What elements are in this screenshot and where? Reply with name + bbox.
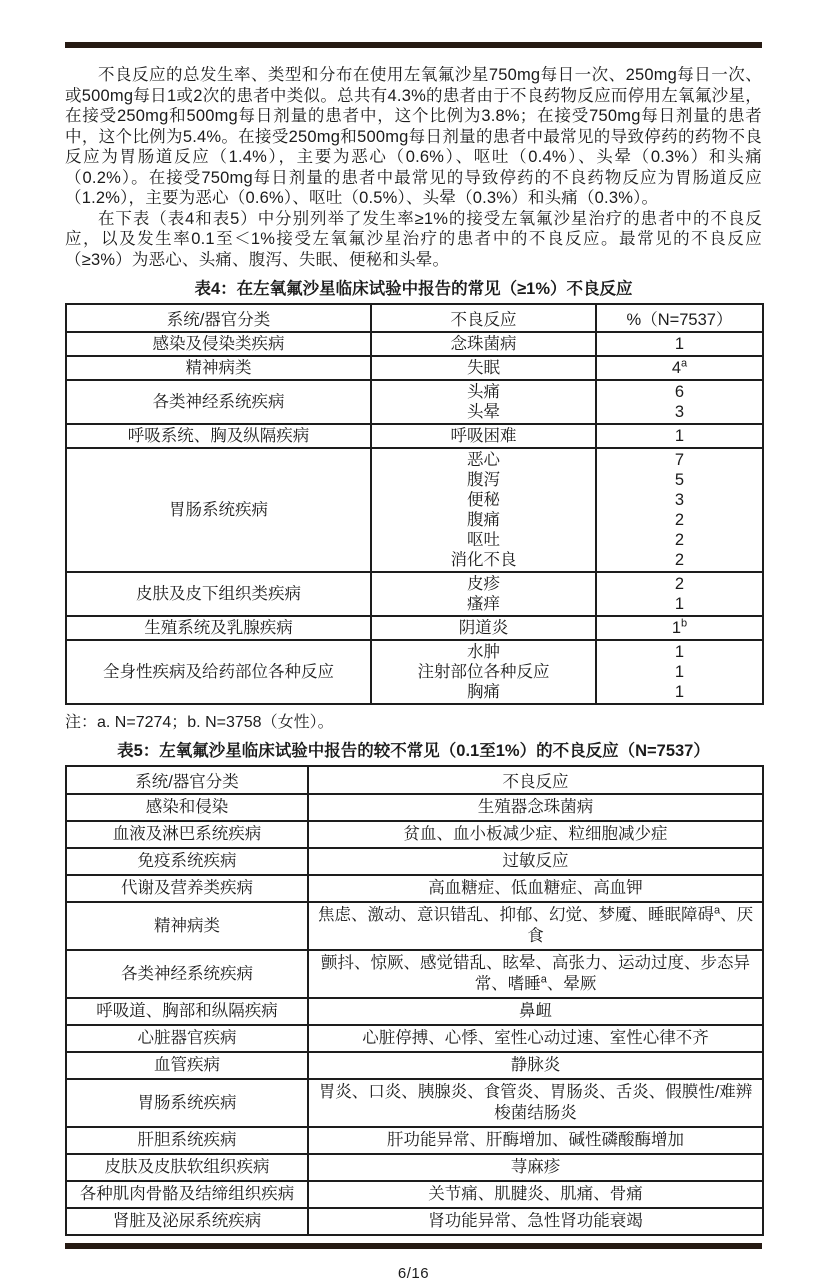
footnote-superscript: a [540,973,547,986]
table-row [66,1127,763,1154]
percent-cell [596,356,763,380]
page-content [65,65,762,1236]
reaction-percent: 4$^a$ [671,357,688,377]
reaction-percent: 1 [674,335,685,353]
reaction-percent: 2 [674,511,685,529]
reaction-name: 皮疹 [467,575,500,593]
table-row [66,1025,763,1052]
table-row [66,448,763,572]
table-row [66,902,763,950]
adverse-reaction-cell: 心脏停搏、心悸、室性心动过速、室性心律不齐 [308,1025,763,1052]
system-organ-class-cell: 免疫系统疾病 [66,848,308,875]
system-organ-class-cell: 代谢及营养类疾病 [66,875,308,902]
reaction-name: 注射部位各种反应 [417,663,550,681]
adverse-reaction-cell [371,616,596,640]
table-row [66,332,763,356]
system-organ-class-cell: 生殖系统及乳腺疾病 [66,616,371,640]
table-row [66,875,763,902]
percent-cell [596,424,763,448]
reaction-name: 头晕 [467,403,500,421]
percent-cell [596,332,763,356]
table-row [66,356,763,380]
table-row [66,1208,763,1235]
system-organ-class-cell: 精神病类 [66,356,371,380]
table-row [66,640,763,704]
percent-cell [596,572,763,616]
adverse-reaction-cell [371,356,596,380]
percent-cell [596,616,763,640]
adverse-reaction-cell: 颤抖、惊厥、感觉错乱、眩晕、高张力、运动过度、步态异常、嗜睡$^a$、晕厥 [308,950,763,998]
system-organ-class-cell: 精神病类 [66,902,308,950]
reaction-name: 腹痛 [467,511,500,529]
document-page [0,42,827,1282]
system-organ-class-cell: 呼吸道、胸部和纵隔疾病 [66,998,308,1025]
percent-cell [596,380,763,424]
table4-body [66,332,763,704]
table-row [66,1181,763,1208]
table-row [66,572,763,616]
table5-header-row [66,766,763,794]
paragraph-tables-intro: 在下表（表4和表5）中分别列举了发生率≥1%的接受左氧氟沙星治疗的患者中的不良反应，以及发生率0.1至＜1%接受左氧氟沙星治疗的患者中的不良反应。最常见的不良反应（≥3%）为恶心、头痛、腹泻、失眠、便秘和头晕。 [65,209,762,269]
system-organ-class-cell: 血液及淋巴系统疾病 [66,821,308,848]
bottom-rule-bar [65,1243,762,1249]
adverse-reaction-cell [371,380,596,424]
reaction-percent: 1 [674,643,685,661]
adverse-reaction-cell: 肾功能异常、急性肾功能衰竭 [308,1208,763,1235]
reaction-name: 失眠 [467,359,500,377]
table5-title: 表5：左氧氟沙星临床试验中报告的较不常见（0.1至1%）的不良反应（N=7537） [117,742,710,760]
system-organ-class-cell: 胃肠系统疾病 [66,448,371,572]
reaction-percent: 1 [674,427,685,445]
reaction-percent: 2 [674,575,685,593]
percent-cell [596,640,763,704]
system-organ-class-cell: 心脏器官疾病 [66,1025,308,1052]
adverse-reaction-cell: 静脉炎 [308,1052,763,1079]
system-organ-class-cell: 肝胆系统疾病 [66,1127,308,1154]
reaction-name: 消化不良 [450,551,517,569]
adverse-reaction-cell: 胃炎、口炎、胰腺炎、食管炎、胃肠炎、舌炎、假膜性/难辨梭菌结肠炎 [308,1079,763,1127]
table-row [66,1079,763,1127]
system-organ-class-cell: 皮肤及皮肤软组织疾病 [66,1154,308,1181]
table4-header-system-organ-class: 系统/器官分类 [66,304,371,332]
footnote-superscript: a [713,904,721,917]
table5-body [66,794,763,1235]
table-row [66,1154,763,1181]
reaction-name: 呼吸困难 [450,427,517,445]
body-text [65,65,762,270]
reaction-name: 念珠菌病 [450,335,517,353]
reaction-percent: 1$^b$ [671,617,688,637]
reaction-name: 瘙痒 [467,595,500,613]
table5-header-adverse-reaction: 不良反应 [308,766,763,794]
table-row [66,380,763,424]
reaction-name: 头痛 [467,383,500,401]
reaction-percent: 3 [674,403,685,421]
system-organ-class-cell: 胃肠系统疾病 [66,1079,308,1127]
adverse-reaction-cell: 关节痛、肌腱炎、肌痛、骨痛 [308,1181,763,1208]
table4-header-adverse-reaction: 不良反应 [371,304,596,332]
adverse-reaction-cell [371,448,596,572]
system-organ-class-cell: 各种肌肉骨骼及结缔组织疾病 [66,1181,308,1208]
system-organ-class-cell: 各类神经系统疾病 [66,380,371,424]
top-rule-bar [65,42,762,48]
adverse-reaction-cell: 鼻衄 [308,998,763,1025]
system-organ-class-cell: 肾脏及泌尿系统疾病 [66,1208,308,1235]
system-organ-class-cell: 呼吸系统、胸及纵隔疾病 [66,424,371,448]
page-number: 6/16 [397,1265,430,1282]
adverse-reaction-cell [371,424,596,448]
adverse-reaction-cell [371,640,596,704]
reaction-name: 胸痛 [467,683,500,701]
reaction-name: 腹泻 [467,471,500,489]
system-organ-class-cell: 感染和侵染 [66,794,308,821]
reaction-name: 阴道炎 [458,619,509,637]
reaction-percent: 2 [674,551,685,569]
system-organ-class-cell: 各类神经系统疾病 [66,950,308,998]
adverse-reaction-cell [371,332,596,356]
table-row [66,998,763,1025]
reaction-percent: 2 [674,531,685,549]
reaction-percent: 1 [674,595,685,613]
table4-title: 表4：在左氧氟沙星临床试验中报告的常见（≥1%）不良反应 [194,280,633,298]
percent-cell [596,448,763,572]
reaction-percent: 5 [674,471,685,489]
adverse-reaction-cell: 荨麻疹 [308,1154,763,1181]
adverse-reaction-cell [371,572,596,616]
adverse-reaction-cell: 肝功能异常、肝酶增加、碱性磷酸酶增加 [308,1127,763,1154]
reaction-percent: 1 [674,663,685,681]
reaction-percent: 6 [674,383,685,401]
paragraph-overall-incidence: 不良反应的总发生率、类型和分布在使用左氧氟沙星750mg每日一次、250mg每日一次、或500mg每日1或2次的患者中类似。总共有4.3%的患者由于不良药物反应而停用左氧氟沙星，在接受250mg和500mg每日剂量的患者中，这个比例为3.8%；在接受750mg每日剂量的患者中，这个比例为5.4%。在接受250mg和500mg每日剂量的患者中最常见的导致停药的药物不良反应为胃肠道反应（1.4%），主要为恶心（0.6%）、呕吐（0.4%）、头晕（0.3%）和头痛（0.2%）。在接受750mg每日剂量的患者中最常见的导致停药的不良药物反应为胃肠道反应（1.2%），主要为恶心（0.6%）、呕吐（0.5%）、头晕（0.3%）和头痛（0.3%）。 [65,66,762,207]
table-row [66,794,763,821]
table-row [66,848,763,875]
table4-header-row [66,304,763,332]
system-organ-class-cell: 皮肤及皮下组织类疾病 [66,572,371,616]
adverse-reaction-cell: 生殖器念珠菌病 [308,794,763,821]
footnote-superscript: b [681,617,688,630]
footnote-superscript: a [681,357,688,370]
system-organ-class-cell: 感染及侵染类疾病 [66,332,371,356]
adverse-reaction-cell: 焦虑、激动、意识错乱、抑郁、幻觉、梦魇、睡眠障碍$^a$、厌食 [308,902,763,950]
table-row [66,424,763,448]
adverse-reaction-cell: 贫血、血小板减少症、粒细胞减少症 [308,821,763,848]
reaction-percent: 1 [674,683,685,701]
reaction-percent: 3 [674,491,685,509]
table-row [66,950,763,998]
reaction-percent: 7 [674,451,685,469]
table4-header-percent: %（N=7537） [596,304,763,332]
adverse-reactions-table-uncommon [65,765,764,1236]
adverse-reaction-cell: 过敏反应 [308,848,763,875]
reaction-name: 便秘 [467,491,500,509]
table-row [66,1052,763,1079]
adverse-reactions-table-common [65,303,764,705]
table4-footnote: 注：a. N=7274；b. N=3758（女性）。 [65,714,334,731]
table5-header-system-organ-class: 系统/器官分类 [66,766,308,794]
reaction-name: 呕吐 [467,531,500,549]
table-row [66,616,763,640]
reaction-name: 恶心 [467,451,500,469]
system-organ-class-cell: 全身性疾病及给药部位各种反应 [66,640,371,704]
adverse-reaction-cell: 高血糖症、低血糖症、高血钾 [308,875,763,902]
reaction-name: 水肿 [467,643,500,661]
table-row [66,821,763,848]
system-organ-class-cell: 血管疾病 [66,1052,308,1079]
